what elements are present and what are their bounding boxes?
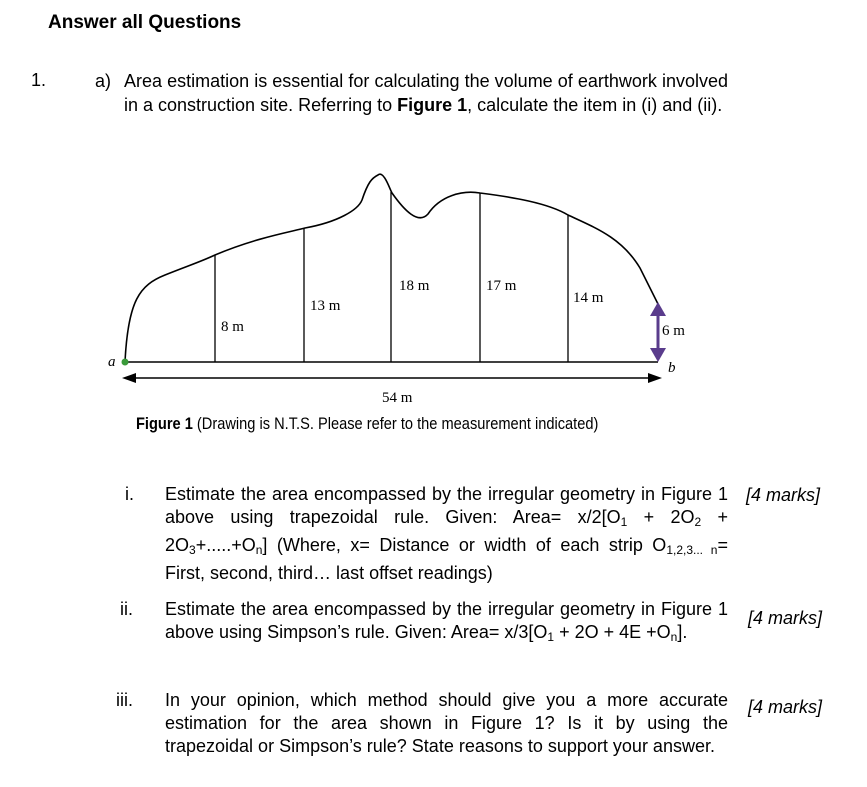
- last-offset-arrow-down-icon: [650, 348, 666, 362]
- subscript: n: [670, 630, 678, 644]
- formula-text: + 2O + 4E +O: [554, 622, 671, 642]
- subquestion-iii: [0, 689, 867, 784]
- last-offset-arrow-up-icon: [650, 302, 666, 316]
- dimension-arrow-right-icon: [648, 373, 662, 383]
- offset-label-1: 8 m: [221, 319, 244, 335]
- formula-text: + 2O: [627, 507, 695, 527]
- subscript: 2: [694, 515, 702, 529]
- subquestion-number: iii.: [116, 690, 133, 710]
- subquestion-text: [165, 598, 728, 649]
- offset-label-3: 18 m: [399, 278, 430, 294]
- formula-text: Estimate the area encompassed by the irregular geometry in Figure 1 above using trapezoidal rule. Given: Area= x/2[O: [165, 484, 728, 527]
- subquestion-text: In your opinion, which method should give you a more accurate estimation for the area shown in Figure 1? Is it by using the trapezoidal or Simpson’s rule? State reasons to support your answer.: [165, 690, 728, 756]
- part-a-text-start: Area estimation is essential for calculating the volume of earthwork involved in a construction site. Referring to: [124, 71, 728, 115]
- marks-label: [4 marks]: [748, 608, 823, 628]
- offset-label-2: 13 m: [310, 298, 341, 314]
- marks-label: [4 marks]: [748, 697, 823, 717]
- part-a-text-end: , calculate the item in (i) and (ii).: [467, 95, 723, 115]
- subscript: 1: [620, 515, 628, 529]
- question-number: 1.: [31, 70, 47, 90]
- part-label: a): [95, 71, 112, 91]
- point-a-marker: [122, 359, 129, 366]
- subscript: n: [255, 543, 263, 557]
- caption-text: (Drawing is N.T.S. Please refer to the measurement indicated): [192, 414, 599, 433]
- dimension-arrow-left-icon: [122, 373, 136, 383]
- offset-label-4: 17 m: [486, 278, 517, 294]
- subquestion-number: i.: [125, 484, 134, 504]
- formula-text: + 2O: [165, 507, 729, 555]
- formula-text: ].: [677, 622, 688, 642]
- formula-text: +.....+O: [195, 535, 256, 555]
- subquestion-text: [165, 483, 728, 585]
- formula-text: Estimate the area encompassed by the irregular geometry in Figure 1 above using Simpson’s rule. Given: Area= x/3[O: [165, 599, 728, 642]
- subquestion-number: ii.: [120, 599, 133, 619]
- subquestion-ii: [0, 598, 867, 670]
- formula-text: ] (Where, x= Distance or width of each strip O: [262, 535, 667, 555]
- marks-label: [4 marks]: [746, 485, 821, 505]
- subscript: 3: [189, 543, 196, 557]
- section-heading: Answer all Questions: [48, 12, 242, 33]
- figure-caption: [136, 414, 598, 434]
- total-length-label: 54 m: [382, 390, 413, 406]
- subscript: 1,2,3... n: [666, 543, 718, 557]
- offset-label-5: 14 m: [573, 290, 604, 306]
- offset-label-6: 6 m: [662, 323, 685, 339]
- formula-text: = First, second, third… last offset readings): [165, 535, 728, 583]
- subscript: 1: [547, 630, 555, 644]
- subquestion-i: [0, 483, 867, 583]
- point-b-label: b: [668, 360, 676, 376]
- caption-figure-label: Figure 1: [136, 414, 193, 433]
- point-a-label: a: [108, 354, 116, 370]
- figure-reference: Figure 1: [397, 95, 468, 115]
